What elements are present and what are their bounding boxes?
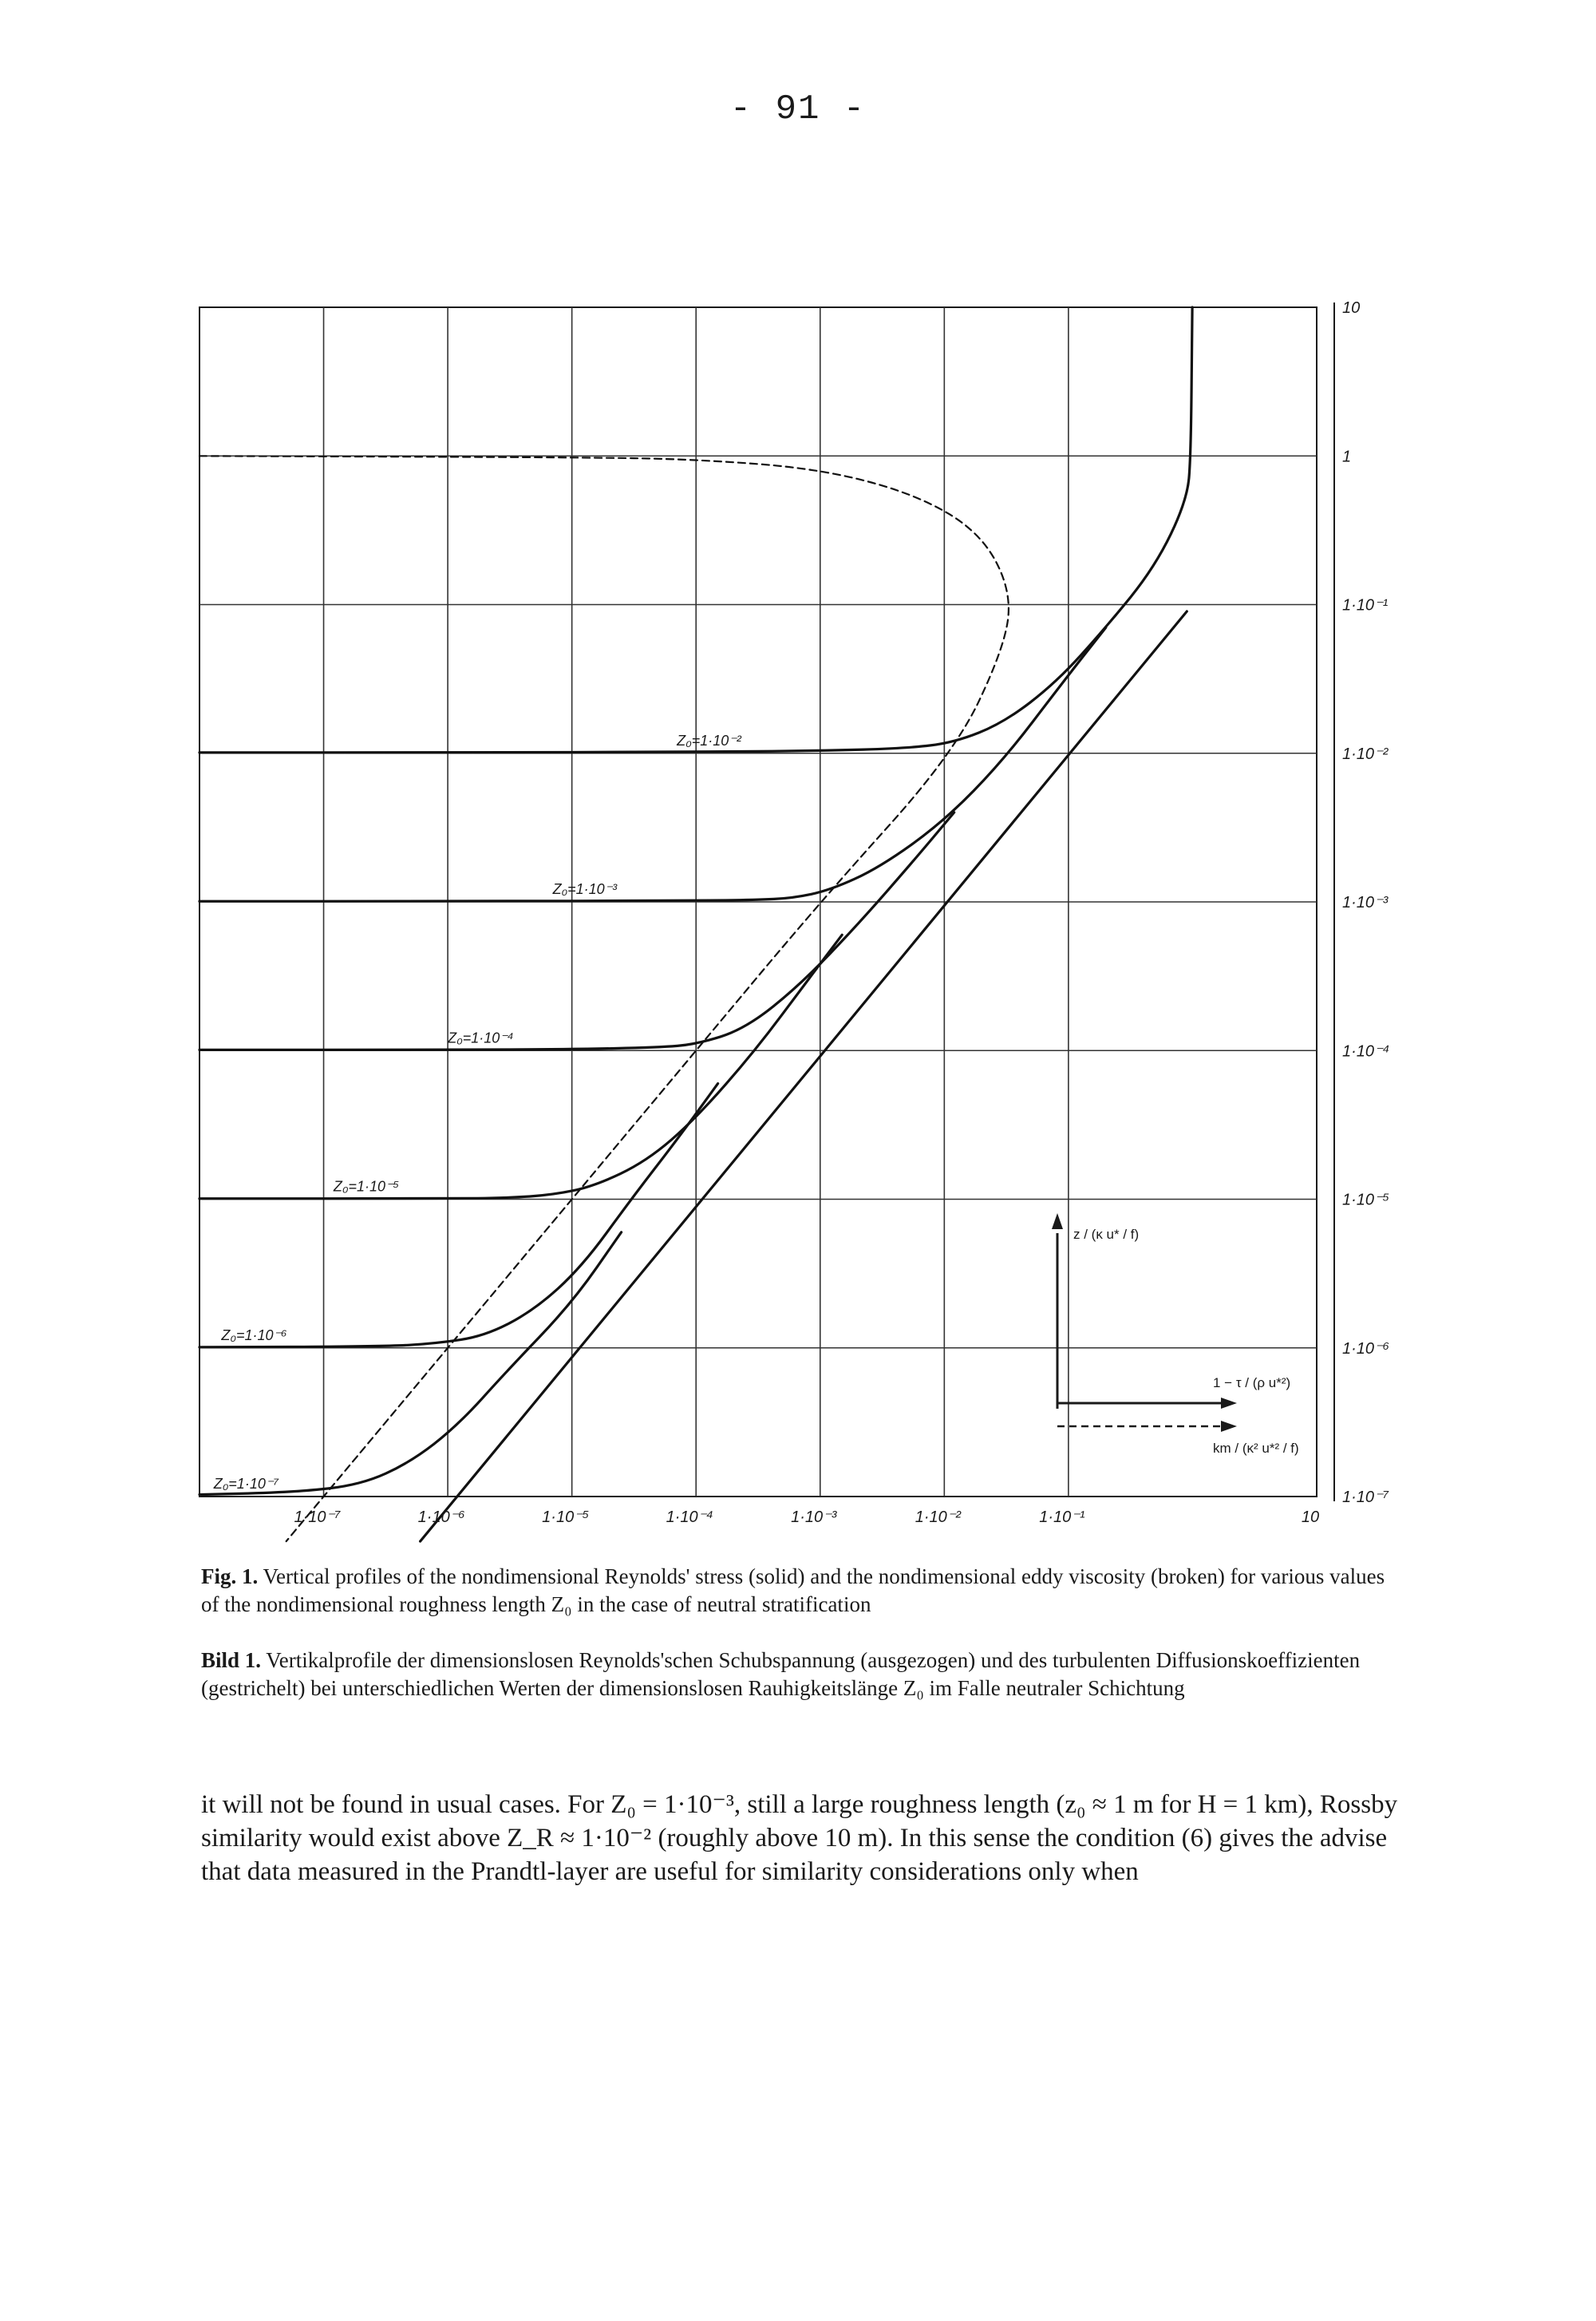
series-line-eddy-viscosity [200,456,1009,1541]
series-line-z0-4 [200,813,954,1050]
series-line-z0-3 [200,627,1106,901]
chart-legend [1052,1213,1299,1456]
y-tick-label: 1·10⁻³ [1342,894,1389,911]
x-tick-labels [294,1508,1319,1526]
x-tick-label: 1·10⁻⁵ [542,1508,590,1526]
y-tick-labels [1342,299,1389,1506]
y-tick-label: 1·10⁻¹ [1342,596,1389,615]
x-tick-label: 1·10⁻¹ [1039,1508,1085,1526]
roughness-label: Z₀=1·10⁻³ [552,881,618,897]
body-text [201,1788,1414,1888]
roughness-labels [213,733,742,1492]
y-tick-label: 1·10⁻⁶ [1342,1339,1389,1358]
legend-broken-label: km / (κ² u*² / f) [1213,1441,1299,1456]
body-paragraph: it will not be found in usual cases. For Z₀ = 1·10⁻³, still a large roughness length (z₀ ≈ 1 m for H = 1 km), Rossby similarity would exist above Z_R ≈ 1·10⁻² (roughly above 10 m). In this sense the condition (6) gives the advise that data measured in the Prandtl-layer are useful for similarity considerations only when [201,1790,1398,1886]
figure-caption-german [201,1647,1398,1702]
y-tick-label: 1·10⁻⁷ [1342,1489,1389,1506]
legend-y-label: z / (κ u* / f) [1073,1227,1140,1242]
roughness-label: Z₀=1·10⁻⁷ [213,1476,279,1492]
roughness-label: Z₀=1·10⁻⁵ [333,1178,400,1195]
y-tick-label: 1·10⁻⁴ [1342,1042,1390,1061]
y-tick-label: 1 [1342,448,1352,466]
y-tick-label: 1·10⁻⁵ [1342,1191,1389,1209]
figure-caption-english [201,1563,1398,1619]
roughness-label: Z₀=1·10⁻² [677,732,741,749]
roughness-label: Z₀=1·10⁻⁶ [221,1327,287,1343]
x-tick-label: 10 [1301,1508,1320,1526]
legend-y-arrowhead [1052,1213,1063,1229]
legend-broken-arrowhead [1221,1421,1237,1432]
caption-en-label: Fig. 1. [201,1564,259,1588]
x-tick-label: 1·10⁻³ [791,1508,837,1526]
legend-solid-label: 1 − τ / (ρ u*²) [1213,1375,1291,1390]
x-tick-label: 1·10⁻⁷ [294,1508,341,1526]
caption-en-text: Vertical profiles of the nondimensional Reynolds' stress (solid) and the nondimensional eddy viscosity (broken) for various values of the nondimensional roughness length Z₀ in the case of neutral stratification [201,1564,1385,1616]
series-line-z0-6 [200,1084,718,1347]
page-number: - 91 - [729,89,867,129]
roughness-label: Z₀=1·10⁻⁴ [448,1030,514,1046]
y-tick-label: 10 [1342,299,1361,317]
legend-solid-arrowhead [1221,1398,1237,1409]
y-tick-label: 1·10⁻² [1342,745,1389,763]
caption-de-label: Bild 1. [201,1648,262,1672]
x-tick-label: 1·10⁻² [915,1508,961,1526]
series-line-z0-7 [200,1232,622,1495]
x-tick-label: 1·10⁻⁶ [417,1508,465,1526]
caption-de-text: Vertikalprofile der dimensionslosen Reynolds'schen Schubspannung (ausgezogen) und des turbulenten Diffusionskoeffizienten (gestrichelt) bei unterschiedlichen Werten der dimensionslosen Rauhigkeitslänge Z₀ im Falle neutraler Schichtung [201,1648,1361,1700]
series-line-z0-5 [200,935,842,1198]
x-tick-label: 1·10⁻⁴ [666,1508,713,1526]
